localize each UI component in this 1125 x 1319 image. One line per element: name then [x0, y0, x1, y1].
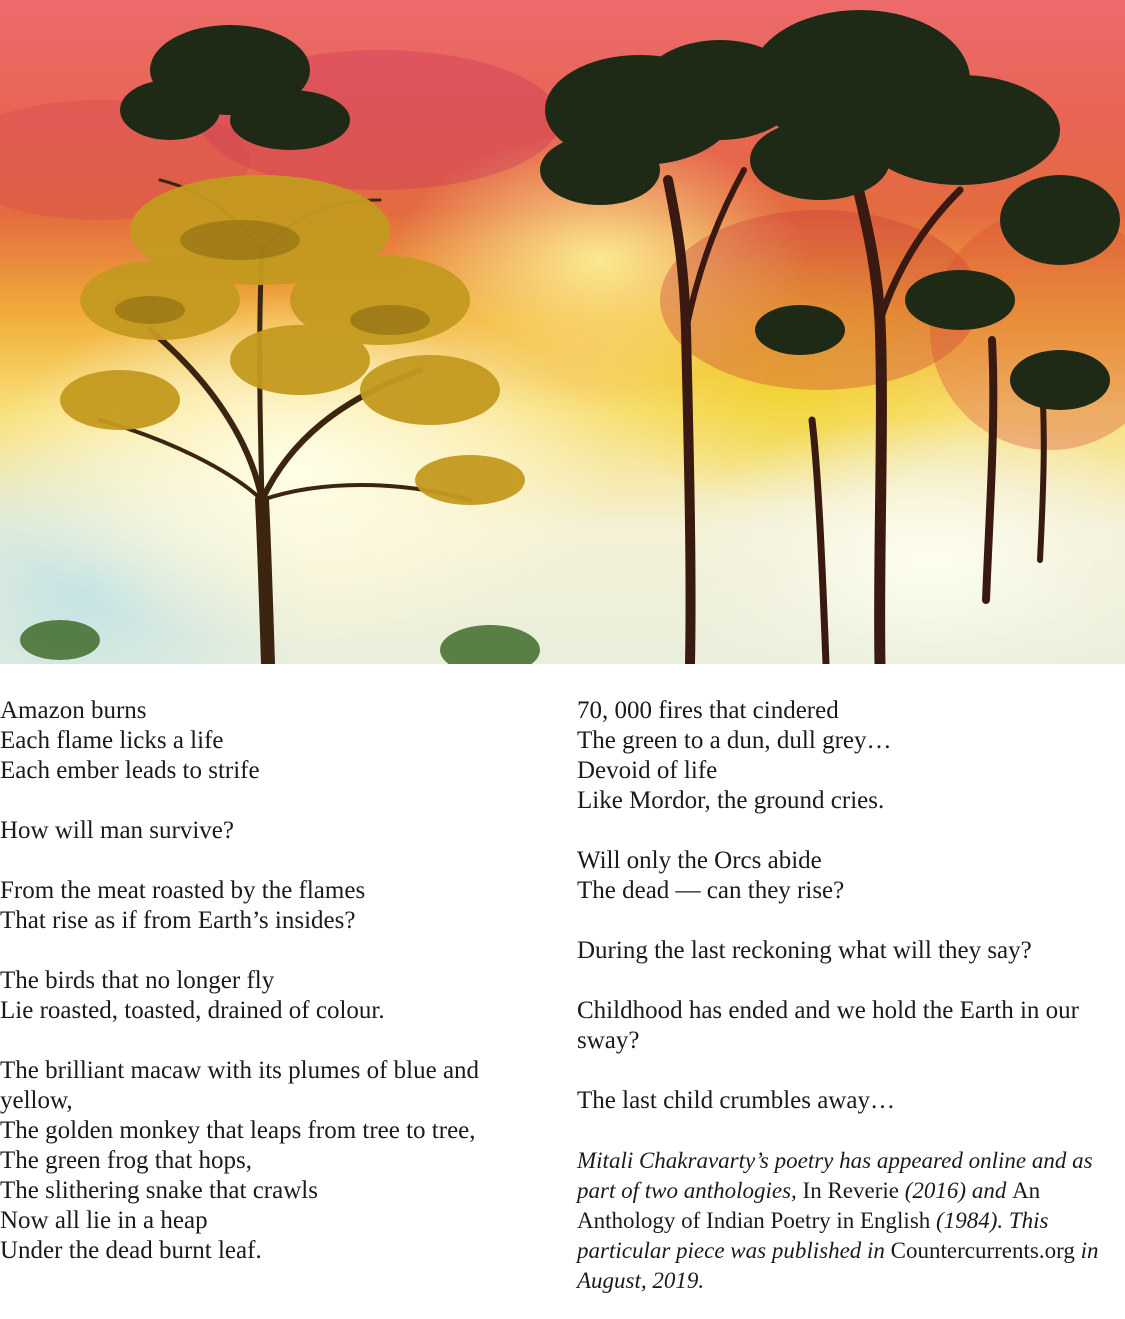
poem-line: Under the dead burnt leaf. [0, 1237, 262, 1264]
poem-line: During the last reckoning what will they say? [577, 937, 1032, 964]
poem-line: The dead — can they rise? [577, 877, 845, 904]
stanza [577, 696, 1125, 816]
poem-line: Will only the Orcs abide [577, 847, 822, 874]
poem-line: Lie roasted, toasted, drained of colour. [0, 997, 385, 1024]
poem-line: The slithering snake that crawls [0, 1177, 318, 1204]
stanza [0, 696, 540, 786]
book-title: In Reverie [802, 1178, 899, 1203]
poem-line: The birds that no longer fly [0, 967, 275, 994]
poem-line: 70, 000 fires that cindered [577, 697, 839, 724]
poem-line: Each ember leads to strife [0, 757, 260, 784]
stanza [577, 1086, 1125, 1116]
poem-line: Each flame licks a life [0, 727, 224, 754]
bio-text: in August, 2019. [577, 1238, 1099, 1293]
bio-text: (1984). This particular piece was published in [577, 1208, 1049, 1263]
book-title: An Anthology of Indian Poetry in English [577, 1178, 1041, 1233]
poem-line: From the meat roasted by the flames [0, 877, 366, 904]
poem-line: The green to a dun, dull grey… [577, 727, 892, 754]
stanza [577, 936, 1125, 966]
stanza [0, 966, 540, 1026]
poem-line: That rise as if from Earth’s insides? [0, 907, 356, 934]
stanza [0, 1056, 540, 1266]
poem-line: The green frog that hops, [0, 1147, 253, 1174]
poem-line: The last child crumbles away… [577, 1087, 895, 1114]
stanza [0, 876, 540, 936]
poem-left-column [0, 696, 540, 1296]
poem-line: Childhood has ended and we hold the Earth in our sway? [577, 997, 1079, 1054]
stanza [577, 996, 1125, 1056]
bio-year: (2016) [904, 1178, 967, 1203]
poem-line: Now all lie in a heap [0, 1207, 208, 1234]
poem-line: Devoid of life [577, 757, 718, 784]
poem-line: Amazon burns [0, 697, 147, 724]
bio-text: and [971, 1178, 1007, 1203]
bio-text: Mitali Chakravarty’s poetry has appeared online and as part of two anthologies, [577, 1148, 1093, 1203]
stanza [577, 846, 1125, 906]
poem-right-column [577, 696, 1125, 1319]
author-bio [577, 1146, 1125, 1296]
website-name: Countercurrents.org [890, 1238, 1075, 1263]
poem-line: The brilliant macaw with its plumes of blue and yellow, [0, 1057, 480, 1114]
poem-line: How will man survive? [0, 817, 234, 844]
stanza [0, 816, 540, 846]
poem-line: The golden monkey that leaps from tree to tree, [0, 1117, 476, 1144]
poem-line: Like Mordor, the ground cries. [577, 787, 885, 814]
